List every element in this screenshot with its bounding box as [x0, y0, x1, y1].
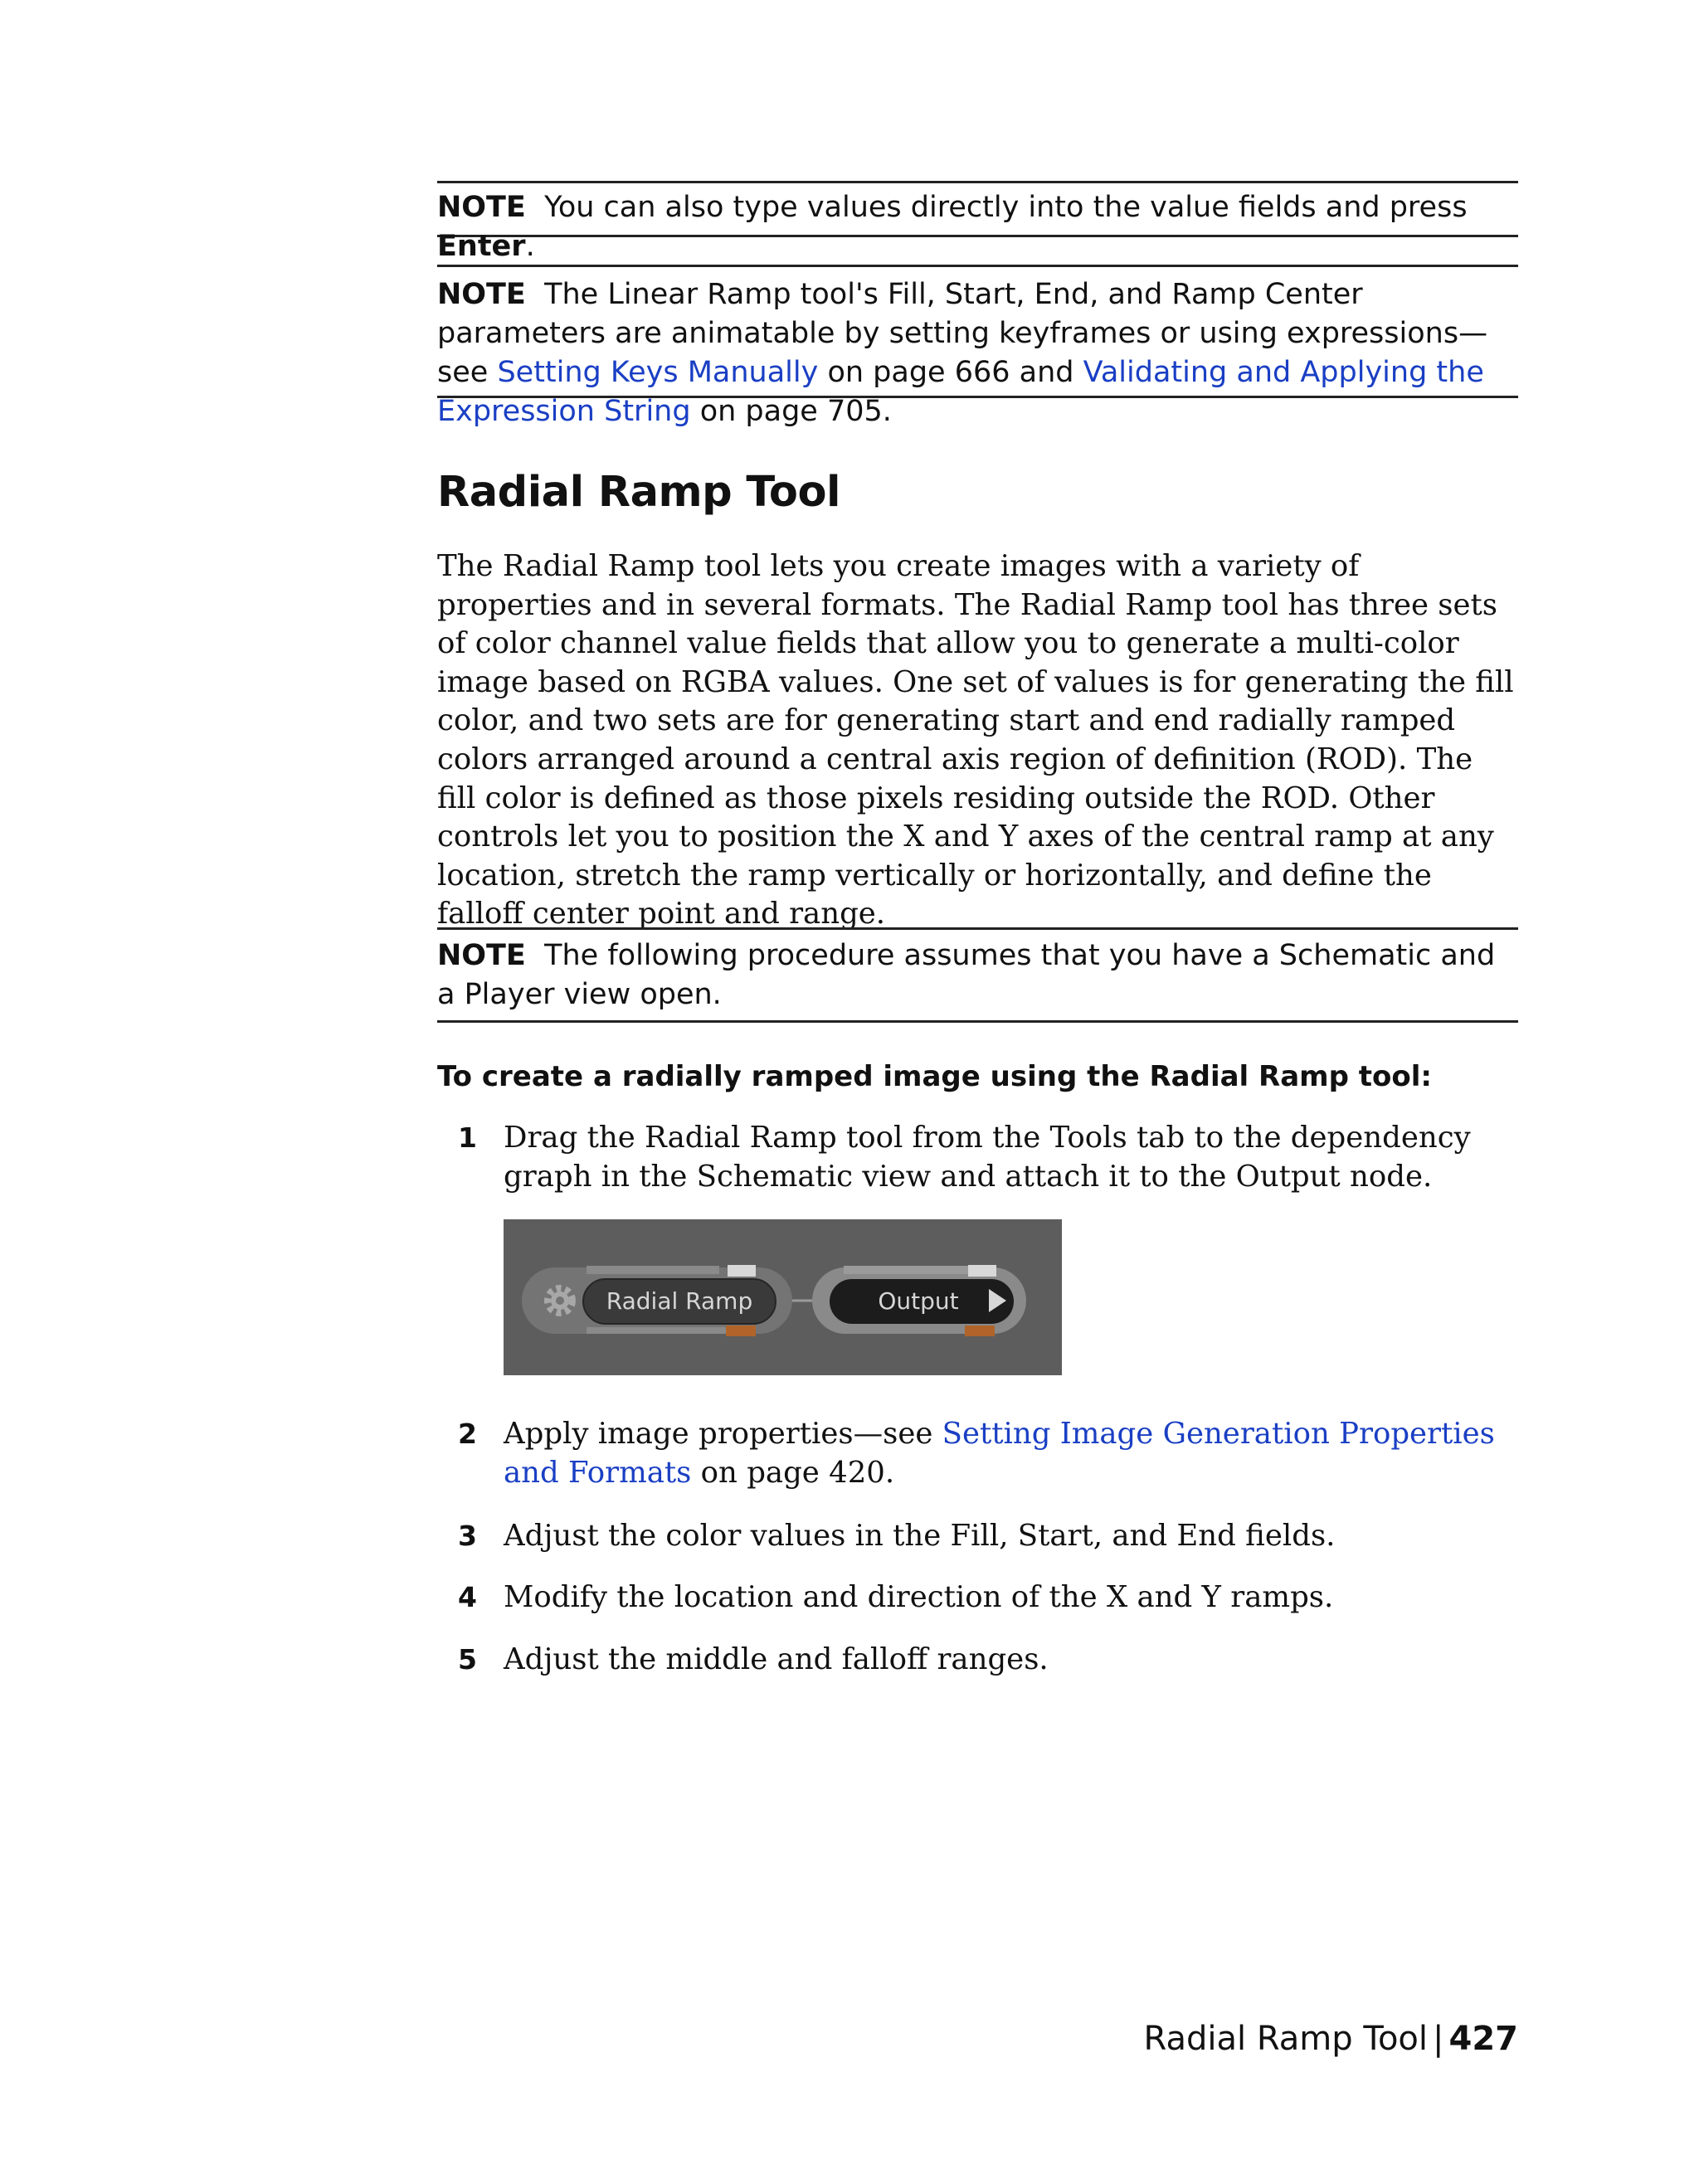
step-text: Modify the location and direction of the X and Y ramps. — [504, 1580, 1334, 1614]
schematic-node-graph — [504, 1219, 1062, 1375]
step-text-part: Apply image properties—see — [504, 1417, 942, 1451]
gear-icon — [548, 1288, 572, 1313]
note-text: on page 705. — [690, 395, 892, 428]
step-text — [504, 1414, 1518, 1492]
note-text: on page 666 and — [818, 356, 1083, 389]
note-box — [437, 181, 1518, 263]
step-number: 5 — [458, 1643, 477, 1676]
step-text: Adjust the middle and falloff ranges. — [504, 1642, 1049, 1676]
note-label: NOTE — [437, 278, 526, 311]
link-setting-keys-manually[interactable]: Setting Keys Manually — [497, 356, 819, 389]
link-image-generation-properties[interactable]: Setting Image Generation Properties and Formats — [504, 1417, 1495, 1490]
intro-paragraph: The Radial Ramp tool lets you create images with a variety of properties and in several formats. The Radial Ramp tool has three sets of color channel value fields that allow you to generate a multi-color image based on RGBA values. One set of values is for generating the fill color, and two sets are for generating start and end radially ramped colors arranged around a central axis region of definition (ROD). The fill color is defined as those pixels residing outside the ROD. Other controls let you to position the X and Y axes of the central ramp at any location, stretch the ramp vertically or horizontally, and define the falloff center point and range. — [437, 549, 1514, 931]
step-number: 2 — [458, 1418, 477, 1450]
step-number: 4 — [458, 1581, 477, 1613]
link-validating-expression[interactable]: Validating and Applying the Expression String — [437, 356, 1484, 428]
procedure-title: To create a radially ramped image using the Radial Ramp tool: — [437, 1060, 1432, 1093]
footer-section-title: Radial Ramp Tool — [1143, 2020, 1429, 2058]
step-text: Drag the Radial Ramp tool from the Tools tab to the dependency graph in the Schematic view and attach it to the Output node. — [504, 1121, 1471, 1194]
section-heading: Radial Ramp Tool — [437, 468, 840, 517]
note-box — [437, 927, 1518, 1023]
note-label: NOTE — [437, 939, 526, 972]
note-text: The following procedure assumes that you have a Schematic and a Player view open. — [437, 939, 1496, 1011]
step-number: 1 — [458, 1121, 477, 1154]
step-text: Adjust the color values in the Fill, Start, and End fields. — [504, 1519, 1336, 1553]
step-number: 3 — [458, 1520, 477, 1552]
radial-ramp-node-label: Radial Ramp — [606, 1287, 753, 1315]
note-box — [437, 265, 1518, 428]
note-text: The Linear Ramp tool's Fill, Start, End, and Ramp Center parameters are animatable by setting keyframes or using expressions—see — [437, 278, 1488, 389]
note-bold-key: Enter — [437, 230, 526, 263]
output-node-label: Output — [878, 1287, 959, 1315]
step-text-part: on page 420. — [691, 1456, 895, 1490]
page-footer — [1144, 2017, 1518, 2060]
page-number: 427 — [1448, 2020, 1518, 2058]
note-punct: . — [525, 230, 535, 263]
footer-separator: | — [1433, 2020, 1444, 2058]
note-text: You can also type values directly into the value fields and press — [544, 191, 1468, 224]
note-label: NOTE — [437, 191, 526, 224]
